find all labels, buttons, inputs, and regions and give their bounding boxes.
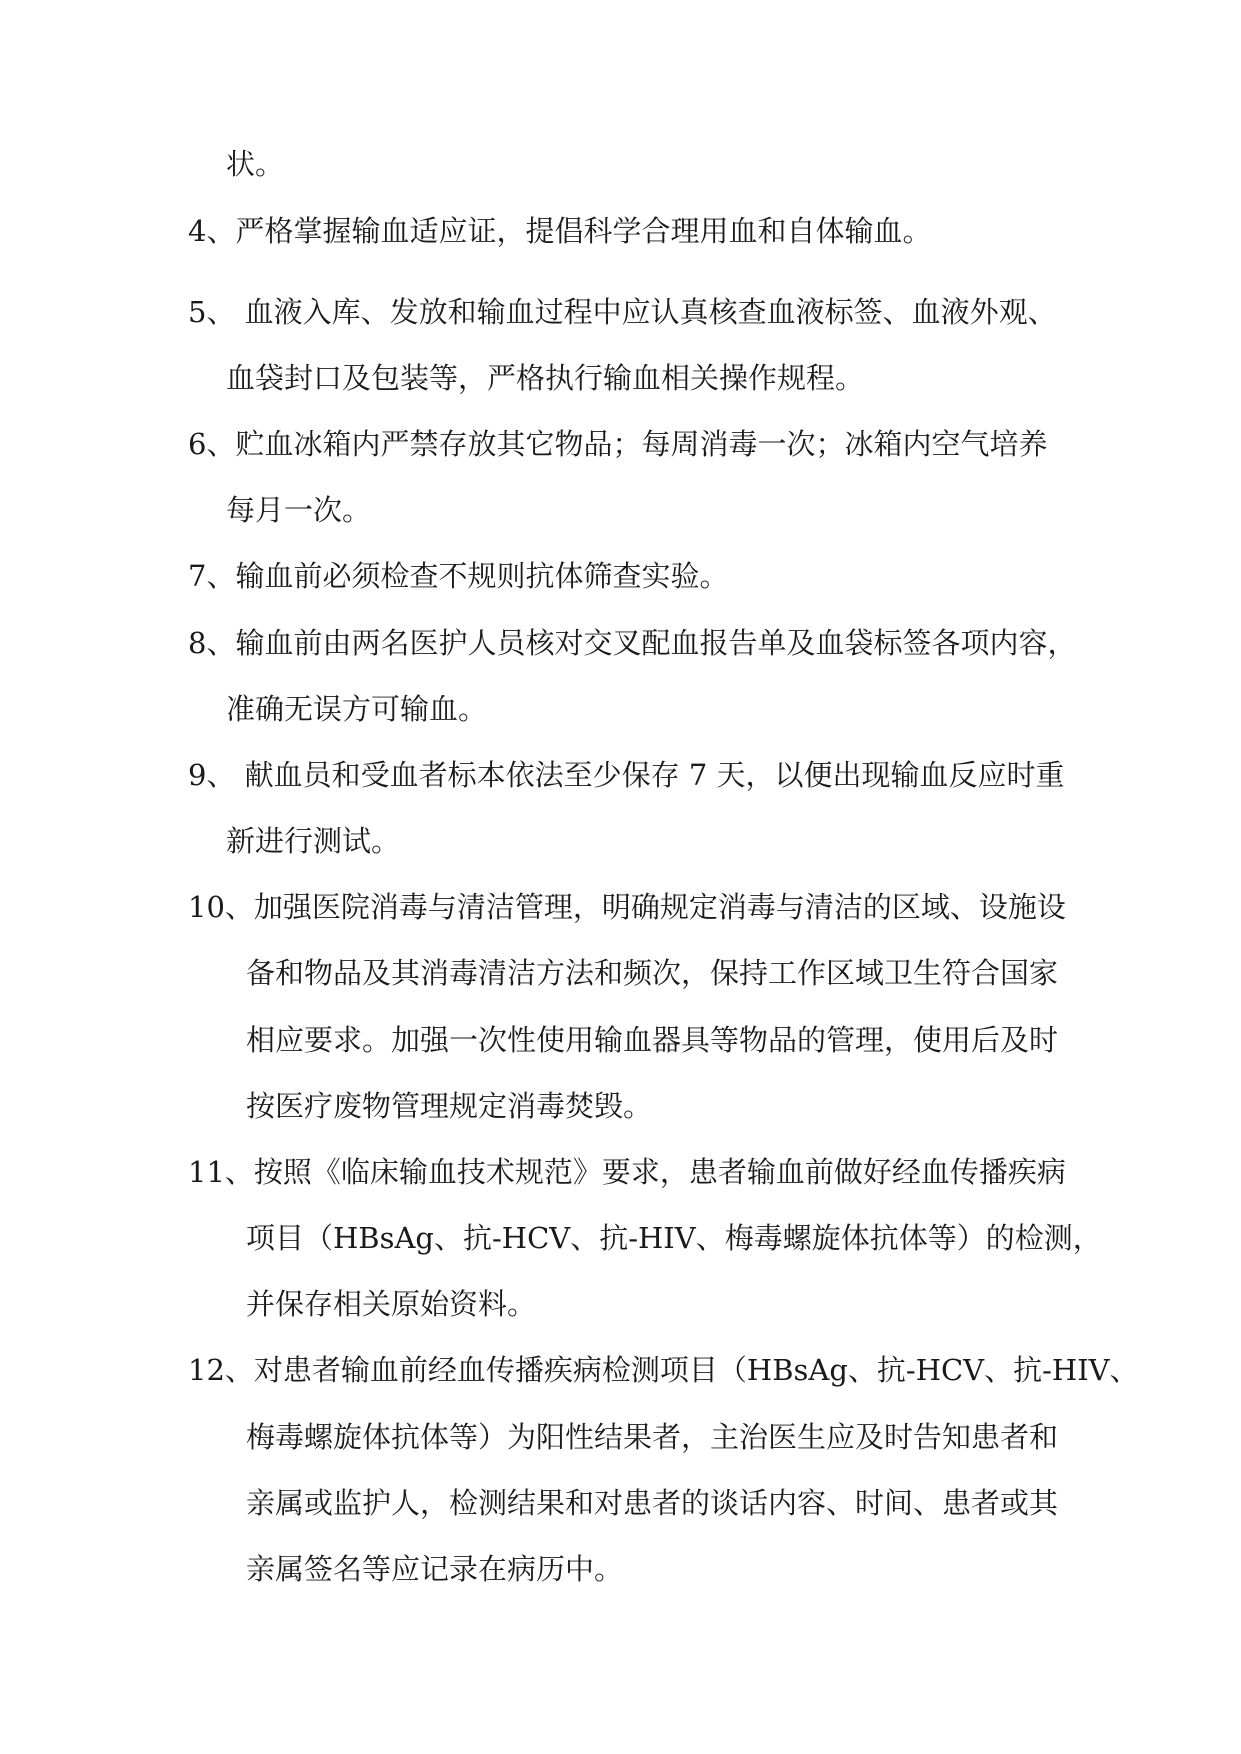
text-line: 亲属签名等应记录在病历中。 <box>246 1552 624 1586</box>
text-line: 备和物品及其消毒清洁方法和频次，保持工作区域卫生符合国家 <box>246 956 1059 990</box>
list-item-8: 8、输血前由两名医护人员核对交叉配血报告单及血袋标签各项内容， <box>188 626 1077 660</box>
text-line: 项目（HBsAg、抗-HCV、抗-HIV、梅毒螺旋体抗体等）的检测， <box>246 1221 1102 1255</box>
list-item-12: 12、对患者输血前经血传播疾病检测项目（HBsAg、抗-HCV、抗-HIV、 <box>188 1353 1139 1387</box>
text-line: 准确无误方可输血。 <box>226 692 488 726</box>
list-item-9: 9、 献血员和受血者标本依法至少保存 7 天，以便出现输血反应时重 <box>188 758 1065 792</box>
text-line: 状。 <box>226 147 285 181</box>
text-line: 亲属或监护人，检测结果和对患者的谈话内容、时间、患者或其 <box>246 1486 1059 1520</box>
text-line: 相应要求。加强一次性使用输血器具等物品的管理，使用后及时 <box>246 1023 1059 1057</box>
list-item-7: 7、输血前必须检查不规则抗体筛查实验。 <box>188 559 729 593</box>
list-item-5: 5、 血液入库、发放和输血过程中应认真核查血液标签、血液外观、 <box>188 295 1057 329</box>
text-line: 梅毒螺旋体抗体等）为阳性结果者，主治医生应及时告知患者和 <box>246 1420 1059 1454</box>
list-item-11: 11、按照《临床输血技术规范》要求，患者输血前做好经血传播疾病 <box>188 1155 1066 1189</box>
text-line: 按医疗废物管理规定消毒焚毁。 <box>246 1089 653 1123</box>
text-line: 血袋封口及包装等，严格执行输血相关操作规程。 <box>226 361 865 395</box>
text-line: 并保存相关原始资料。 <box>246 1287 537 1321</box>
list-item-4: 4、严格掌握输血适应证，提倡科学合理用血和自体输血。 <box>188 214 932 248</box>
text-line: 新进行测试。 <box>226 824 401 858</box>
list-item-6: 6、贮血冰箱内严禁存放其它物品；每周消毒一次；冰箱内空气培养 <box>188 427 1048 461</box>
text-line: 每月一次。 <box>226 493 372 527</box>
list-item-10: 10、加强医院消毒与清洁管理，明确规定消毒与清洁的区域、设施设 <box>188 890 1066 924</box>
